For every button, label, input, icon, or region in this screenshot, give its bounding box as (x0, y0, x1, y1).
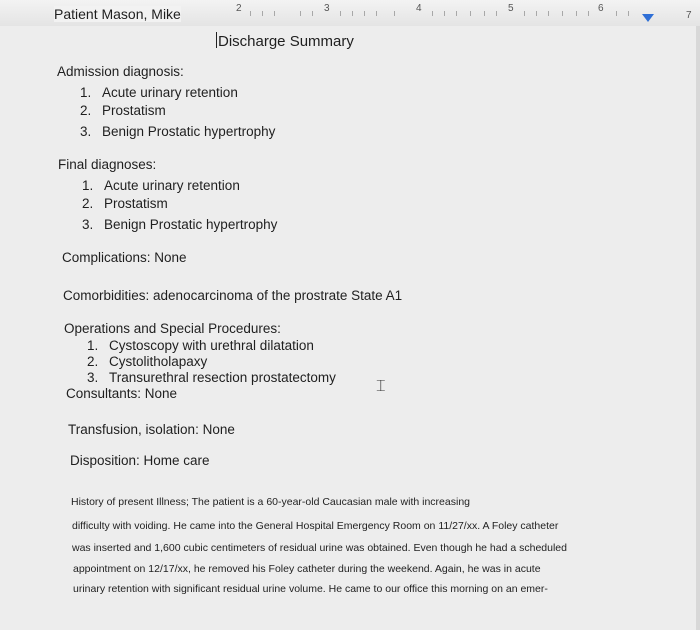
ruler-tick (432, 11, 433, 16)
ruler-tick (262, 11, 263, 16)
ruler-tick (352, 11, 353, 16)
admission-item (80, 85, 238, 100)
ruler-tick (628, 11, 629, 16)
ruler-tick (312, 11, 313, 16)
consultants-line: Consultants: None (66, 386, 178, 401)
transfusion-line: Transfusion, isolation: None (68, 422, 235, 437)
ruler-tick (470, 11, 471, 16)
ruler-tick (444, 11, 445, 16)
document-title-text: Discharge Summary (218, 33, 354, 50)
tab-stop-marker[interactable] (642, 14, 654, 22)
ruler-number: 3 (324, 3, 330, 14)
ruler-tick (562, 11, 563, 16)
final-diagnosis-item (82, 217, 277, 232)
ruler-number: 4 (416, 3, 422, 14)
ruler-tick (250, 11, 251, 16)
ruler-tick (616, 11, 617, 16)
history-line: was inserted and 1,600 cubic centimeters of residual urine was obtained. Even though he had a scheduled (72, 542, 567, 554)
final-diagnosis-item (82, 196, 168, 211)
admission-item (80, 124, 275, 139)
ruler-tick (364, 11, 365, 16)
list-text: Acute urinary retention (102, 85, 238, 100)
list-number: 1. (82, 178, 94, 193)
admission-heading: Admission diagnosis: (57, 64, 184, 79)
list-number: 1. (80, 85, 92, 100)
disposition-line: Disposition: Home care (70, 453, 210, 468)
ruler-tick (376, 11, 377, 16)
list-text: Prostatism (102, 103, 166, 118)
complications-line: Complications: None (62, 250, 187, 265)
ruler-tick (524, 11, 525, 16)
list-text: Benign Prostatic hypertrophy (104, 217, 278, 232)
ruler-tick (340, 11, 341, 16)
text-cursor (216, 32, 217, 48)
ruler-number: 7 (686, 10, 692, 21)
ruler-number: 5 (508, 3, 514, 14)
document-page[interactable] (0, 26, 700, 630)
document-title (216, 32, 354, 50)
ruler-number: 2 (236, 3, 242, 14)
ruler-tick (300, 11, 301, 16)
history-line: appointment on 12/17/xx, he removed his Foley catheter during the weekend. Again, he was in acute (73, 563, 541, 575)
list-number: 1. (87, 338, 99, 353)
ruler-tick (394, 11, 395, 16)
list-text: Cystolitholapaxy (109, 354, 208, 369)
history-line: History of present Illness; The patient is a 60-year-old Caucasian male with increasing (71, 496, 470, 508)
ruler-tick (274, 11, 275, 16)
patient-name-header: Patient Mason, Mike (54, 6, 181, 22)
ruler-tick (588, 11, 589, 16)
final-diagnoses-heading: Final diagnoses: (58, 157, 157, 172)
list-text: Benign Prostatic hypertrophy (102, 124, 276, 139)
operation-item (87, 338, 314, 353)
operations-heading: Operations and Special Procedures: (64, 321, 281, 336)
list-text: Prostatism (104, 196, 168, 211)
list-number: 2. (80, 103, 92, 118)
list-number: 2. (82, 196, 94, 211)
ruler-tick (496, 11, 497, 16)
history-line: urinary retention with significant residual urine volume. He came to our office this morning on an emer- (73, 583, 548, 595)
admission-item (80, 103, 166, 118)
history-line: difficulty with voiding. He came into the General Hospital Emergency Room on 11/27/xx. A Foley catheter (72, 520, 559, 532)
ruler-number: 6 (598, 3, 604, 14)
ruler-tick (548, 11, 549, 16)
ruler-tick (576, 11, 577, 16)
operation-item (87, 370, 336, 385)
list-text: Acute urinary retention (104, 178, 240, 193)
horizontal-ruler[interactable] (0, 0, 700, 27)
final-diagnosis-item (82, 178, 240, 193)
list-text: Cystoscopy with urethral dilatation (109, 338, 314, 353)
list-number: 3. (80, 124, 92, 139)
comorbidities-line: Comorbidities: adenocarcinoma of the prostrate State A1 (63, 288, 403, 303)
list-number: 3. (87, 370, 99, 385)
list-text: Transurethral resection prostatectomy (109, 370, 336, 385)
text-ibeam-cursor-icon: ⌶ (376, 378, 386, 395)
list-number: 2. (87, 354, 99, 369)
ruler-tick (536, 11, 537, 16)
operation-item (87, 354, 207, 369)
ruler-tick (484, 11, 485, 16)
ruler-tick (456, 11, 457, 16)
page-edge (696, 26, 700, 630)
list-number: 3. (82, 217, 94, 232)
